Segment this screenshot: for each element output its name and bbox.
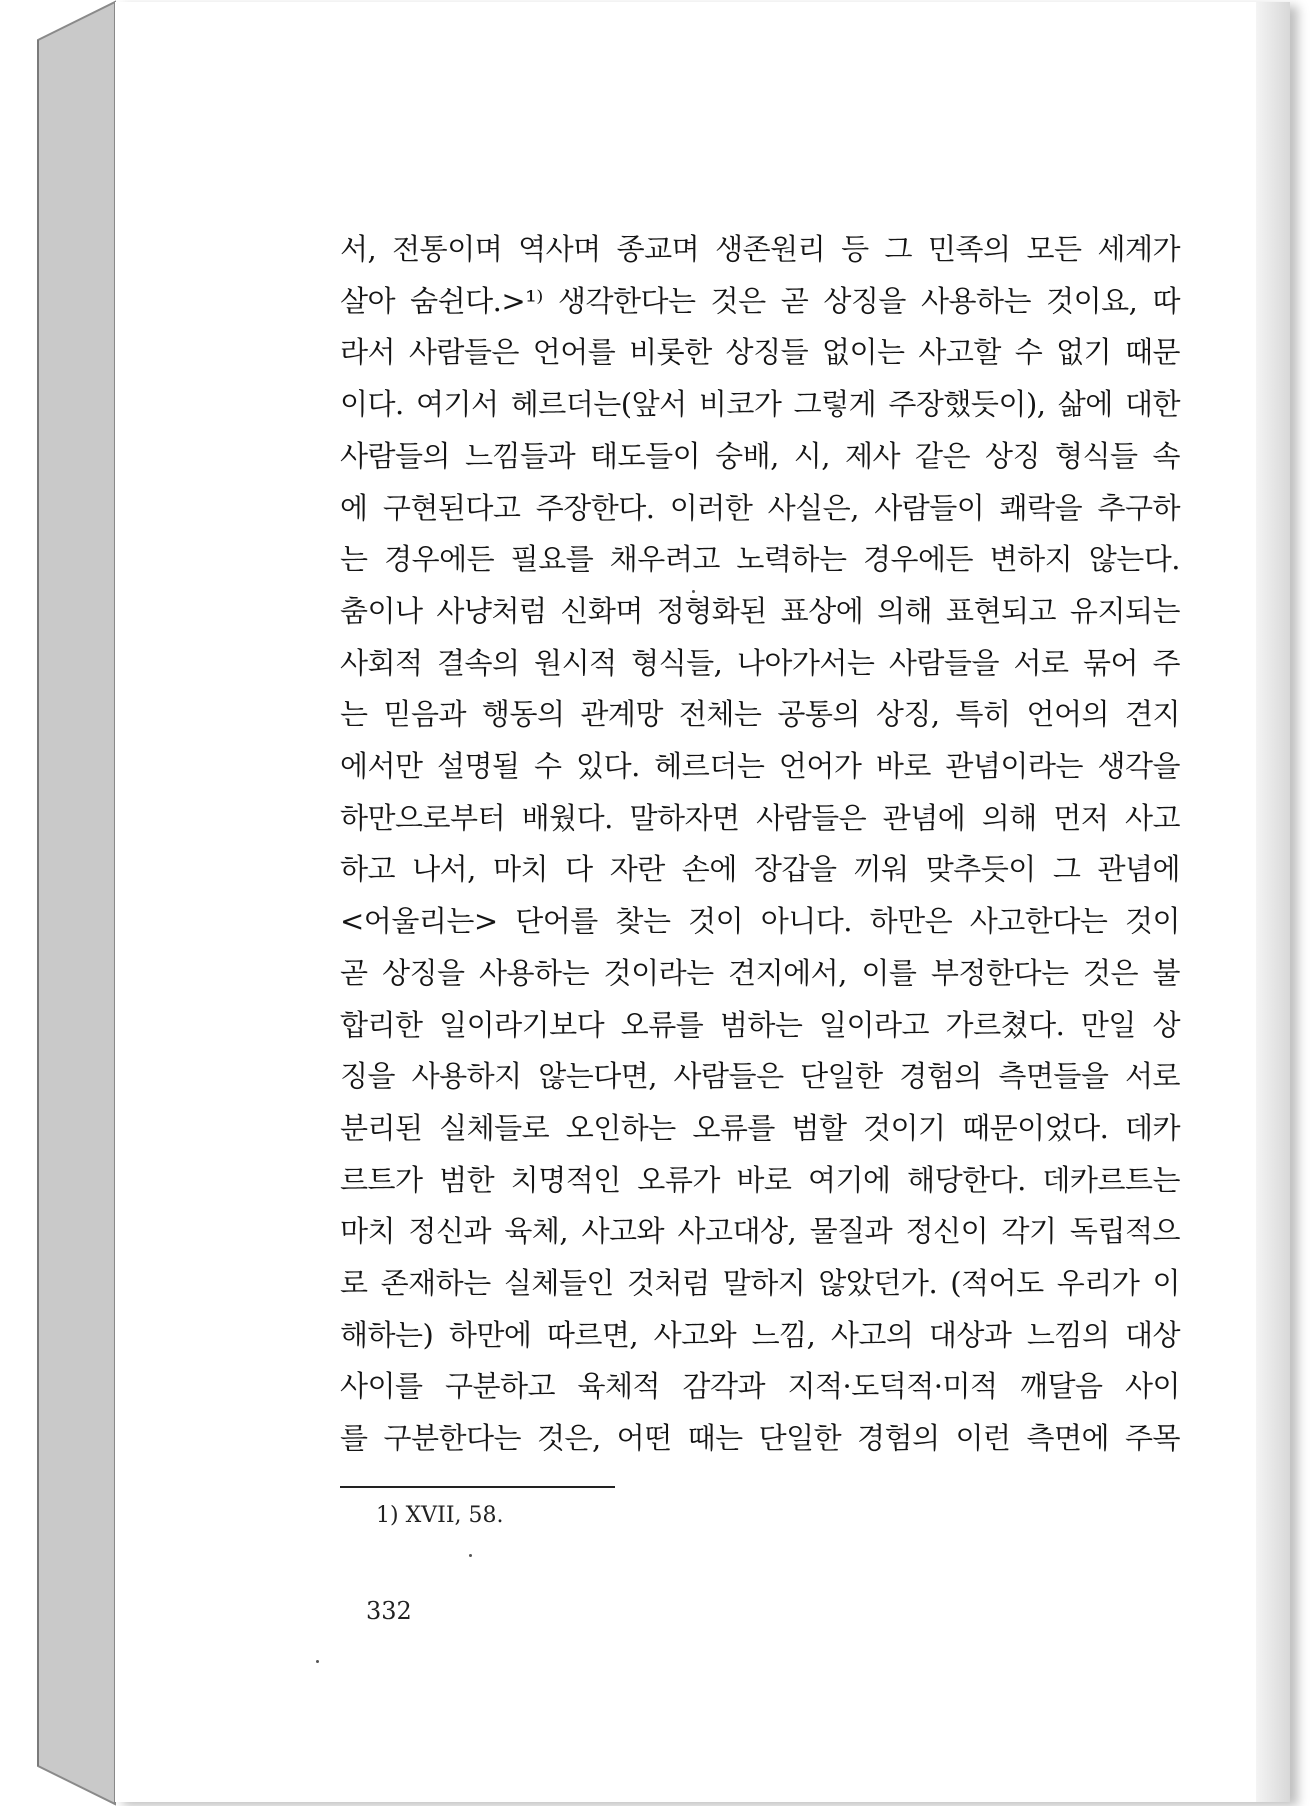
page-edge-shadow bbox=[1256, 2, 1290, 1802]
text-line: 해하는) 하만에 따르면, 사고와 느낌, 사고의 대상과 느낌의 대상 bbox=[340, 1317, 1180, 1352]
scan-speck bbox=[692, 590, 695, 593]
scan-speck bbox=[469, 1554, 472, 1557]
text-line: 분리된 실체들로 오인하는 오류를 범할 것이기 때문이었다. 데카 bbox=[340, 1110, 1180, 1145]
text-line: 라서 사람들은 언어를 비롯한 상징들 없이는 사고할 수 없기 때문 bbox=[340, 335, 1180, 370]
text-line: 에서만 설명될 수 있다. 헤르더는 언어가 바로 관념이라는 생각을 bbox=[340, 749, 1180, 784]
text-line: 사회적 결속의 원시적 형식들, 나아가서는 사람들을 서로 묶어 주 bbox=[340, 645, 1180, 680]
text-line: 하고 나서, 마치 다 자란 손에 장갑을 끼워 맞추듯이 그 관념에 bbox=[340, 852, 1180, 887]
text-line: 살아 숨쉰다.>¹⁾ 생각한다는 것은 곧 상징을 사용하는 것이요, 따 bbox=[340, 283, 1180, 318]
text-line: 마치 정신과 육체, 사고와 사고대상, 물질과 정신이 각기 독립적으 bbox=[340, 1214, 1180, 1249]
text-line: 는 믿음과 행동의 관계망 전체는 공통의 상징, 특히 언어의 견지 bbox=[340, 697, 1180, 732]
text-line: 를 구분한다는 것은, 어떤 때는 단일한 경험의 이런 측면에 주목 bbox=[340, 1421, 1180, 1456]
text-line: 서, 전통이며 역사며 종교며 생존원리 등 그 민족의 모든 세계가 bbox=[340, 232, 1180, 266]
page-body-text bbox=[340, 224, 1180, 1465]
text-line: <어울리는> 단어를 찾는 것이 아니다. 하만은 사고한다는 것이 bbox=[340, 904, 1180, 939]
scan-speck bbox=[316, 1660, 319, 1663]
text-line: 합리한 일이라기보다 오류를 범하는 일이라고 가르쳤다. 만일 상 bbox=[340, 1007, 1180, 1042]
text-line: 사이를 구분하고 육체적 감각과 지적·도덕적·미적 깨달음 사이 bbox=[340, 1369, 1180, 1404]
text-line: 사람들의 느낌들과 태도들이 숭배, 시, 제사 같은 상징 형식들 속 bbox=[340, 438, 1180, 473]
text-line: 이다. 여기서 헤르더는(앞서 비코가 그렇게 주장했듯이), 삶에 대한 bbox=[340, 387, 1180, 422]
text-line: 춤이나 사냥처럼 신화며 정형화된 표상에 의해 표현되고 유지되는 bbox=[340, 593, 1180, 628]
text-line: 로 존재하는 실체들인 것처럼 말하지 않았던가. (적어도 우리가 이 bbox=[340, 1266, 1180, 1301]
text-line: 는 경우에든 필요를 채우려고 노력하는 경우에든 변하지 않는다. bbox=[340, 542, 1180, 577]
footnote: 1) XVII, 58. bbox=[376, 1503, 504, 1528]
page-number: 332 bbox=[366, 1597, 412, 1625]
text-line: 르트가 범한 치명적인 오류가 바로 여기에 해당한다. 데카르트는 bbox=[340, 1162, 1180, 1197]
text-line: 에 구현된다고 주장한다. 이러한 사실은, 사람들이 쾌락을 추구하 bbox=[340, 490, 1180, 525]
text-line: 징을 사용하지 않는다면, 사람들은 단일한 경험의 측면들을 서로 bbox=[340, 1059, 1180, 1094]
footnote-divider bbox=[340, 1486, 615, 1488]
text-line: 곧 상징을 사용하는 것이라는 견지에서, 이를 부정한다는 것은 불 bbox=[340, 955, 1180, 990]
text-line: 하만으로부터 배웠다. 말하자면 사람들은 관념에 의해 먼저 사고 bbox=[340, 800, 1180, 835]
